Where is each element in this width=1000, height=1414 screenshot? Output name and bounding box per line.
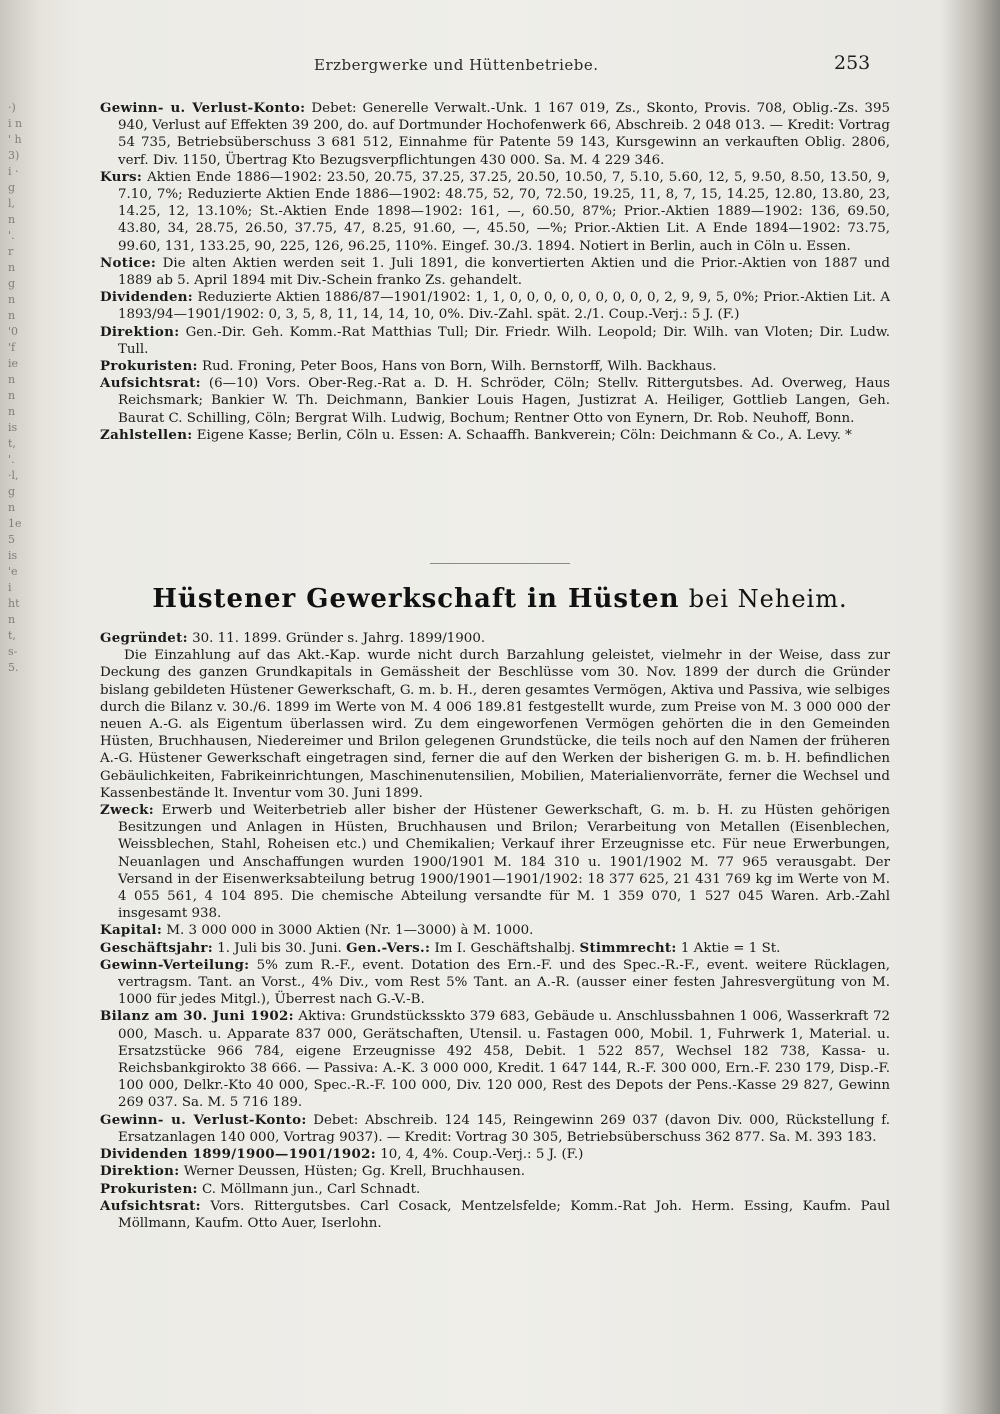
entry-label: Aufsichtsrat: (100, 1197, 201, 1214)
bleed-fragment: ·l, (8, 469, 19, 482)
bleed-fragment: is (8, 421, 18, 434)
bleed-fragment: r (8, 245, 14, 258)
left-margin-bleed (8, 100, 88, 1400)
bleed-fragment: i n (8, 117, 23, 130)
bleed-fragment: l, (8, 197, 16, 210)
entry-label: Gewinn- u. Verlust-Konto: (100, 100, 306, 116)
running-title: Erzbergwerke und Hüttenbetriebe. (314, 56, 599, 74)
entry-text: 5% zum R.-F., event. Dotation des Ern.-F. und des Spec.-R.-F., event. weitere Rücklagen, vertragsm. Tant. an Vorst., 4% Div., vom Rest 5% Tant. an A.-R. (ausser einer festen Jahresvergütung von M. 1000 für jedes Mitgl.), Überrest nach G.-V.-B. (118, 957, 890, 1008)
bleed-fragment: n (8, 389, 16, 402)
entry-text: Eigene Kasse; Berlin, Cöln u. Essen: A. Schaaffh. Bankverein; Cöln: Deichmann & Co., A. Levy. * (196, 427, 852, 443)
entry-label: Gewinn- u. Verlust-Konto: (100, 1111, 307, 1128)
entry-label: Dividenden 1899/1900—1901/1902: (100, 1146, 376, 1163)
bleed-fragment: s- (8, 645, 18, 658)
entry-text: Erwerb und Weiterbetrieb aller bisher der Hüstener Gewerkschaft, G. m. b. H. zu Hüsten gehörigen Besitzungen und Anlagen in Hüsten, Bruchhausen und Brilon; Verarbeitung von Metallen (Eisenblechen, Weissblechen, Stahl, Roheisen etc.) und Chemikalien; Verkauf ihrer Erzeugnisse etc. Für neue Erwerbungen, Neuanlagen und Anschaffungen wurden 1900/1901 M. 184 310 u. 1901/1902 M. 77 965 verausgabt. Der Versand in der Eisenwerksabteilung betrug 1900/1901—1901/1902: 18 377 625, 21 431 769 kg im Werte von M. 4 055 561, 4 104 895. Die chemische Abteilung versandte für M. 1 359 070, 1 527 045 Waren. Arb.-Zahl insgesamt 938. (118, 803, 890, 922)
bleed-fragment: 3) (8, 149, 20, 162)
entry-label: Gen.-Vers.: (346, 939, 431, 956)
bleed-fragment: 5 (8, 533, 15, 546)
bleed-fragment: i (8, 581, 12, 594)
entry-label: Kurs: (100, 168, 143, 185)
bleed-fragment: '0 (8, 325, 19, 338)
entry-bilanz (100, 1008, 890, 1111)
entry-text: Im I. Geschäftshalbj. (434, 940, 576, 956)
entry-label: Gewinn-Verteilung: (100, 956, 250, 973)
company-location: bei Neheim. (688, 585, 848, 613)
entry-text: M. 3 000 000 in 3000 Aktien (Nr. 1—3000) à M. 1000. (166, 923, 534, 939)
entry-label: Direktion: (100, 1163, 180, 1180)
bleed-fragment: n (8, 261, 16, 274)
entry-label: Prokuristen: (100, 1180, 198, 1197)
entry-label: Gegründet: (100, 630, 188, 646)
page-header (0, 48, 1000, 78)
entry-label: Notice: (100, 254, 157, 271)
entry-label: Dividenden: (100, 289, 194, 306)
entry-text: Rud. Froning, Peter Boos, Hans von Born, Wilh. Bernstorff, Wilh. Backhaus. (202, 359, 717, 375)
entry-label: Prokuristen: (100, 358, 198, 375)
bleed-fragment: n (8, 405, 16, 418)
entry-kapital (100, 922, 890, 939)
bleed-fragment: '. (8, 229, 15, 242)
bleed-fragment: g (8, 277, 16, 290)
entry-zweck (100, 802, 890, 922)
bleed-fragment: t, (8, 629, 16, 642)
bleed-fragment: n (8, 213, 16, 226)
page-number: 253 (834, 52, 871, 74)
entry-label: Aufsichtsrat: (100, 375, 201, 392)
section-divider (430, 563, 570, 564)
bleed-fragment: i · (8, 165, 19, 178)
entry-label: Geschäftsjahr: (100, 939, 213, 956)
entry-text: 30. 11. 1899. Gründer s. Jahrg. 1899/1900. (192, 631, 486, 646)
entry-einzahlung: Die Einzahlung auf das Akt.-Kap. wurde nicht durch Barzahlung geleistet, vielmehr in der Weise, dass zur Deckung des ganzen Grundkapitals in Gemässheit der Beschlüsse vom 30. Nov. 1899 der durch die Gründer bislang gebildeten Hüstener Gewerkschaft, G. m. b. H., deren gesamtes Vermögen, Aktiva und Passiva, wie selbiges durch die Bilanz v. 30./6. 1899 im Werte von M. 4 006 189.81 festgestellt wurde, zum Preise von M. 3 000 000 der neuen A.-G. als Eigentum überlassen wird. Zu dem eingeworfenen Vermögen gehörten die in den Gemeinden Hüsten, Bruchhausen, Niedereimer und Brilon gelegenen Grundstücke, die teils noch auf den Namen der früheren A.-G. Hüstener Gewerkschaft eingetragen sind, ferner die auf den Werken der bisherigen G. m. b. H. befindlichen Gebäulichkeiten, Fabrikeinrichtungen, Maschinenutensilien, Mobilien, Materialienvorräte, ferner die Wechsel und Kassenbestände lt. Inventur vom 30. Juni 1899. (100, 648, 890, 801)
entry-gewinn-verteilung (100, 957, 890, 1009)
entry-text: Debet: Generelle Verwalt.-Unk. 1 167 019, Zs., Skonto, Provis. 708, Oblig.-Zs. 395 940, Verlust auf Effekten 39 200, do. auf Dortmunder Hochofenwerk 66, Abschreib. 2 048 013. — Kredit: Vortrag 54 735, Betriebsüberschuss 3 681 512, Einnahme für Patente 59 143, Kursgewinn an verkauften Oblig. 2806, verf. Div. 1150, Übertrag Kto Bezugsverpflichtungen 430 000. Sa. M. 4 229 346. (118, 101, 890, 168)
bleed-fragment: 'e (8, 565, 18, 578)
bleed-fragment: ·) (8, 101, 16, 114)
entry-gewinn-verlust-2 (100, 1112, 890, 1146)
entry-text: Debet: Abschreib. 124 145, Reingewinn 269 037 (davon Div. 000, Rückstellung f. Ersatzanlagen 140 000, Vortrag 9037). — Kredit: Vortrag 30 305, Betriebsüberschuss 362 877. Sa. M. 393 183. (118, 1112, 891, 1145)
entry-direktion (100, 324, 890, 358)
entry-text: 1 Aktie = 1 St. (680, 940, 781, 956)
bleed-fragment: t, (8, 437, 16, 450)
entry-text: (6—10) Vors. Ober-Reg.-Rat a. D. H. Schröder, Cöln; Stellv. Rittergutsbes. Ad. Overweg, Haus Reichsmark; Bankier W. Th. Deichmann, Bankier Louis Hagen, Justizrat A. Heiliger, Gottlieb Langen, Geh. Baurat C. Schilling, Cöln; Bergrat Wilh. Ludwig, Bochum; Rentner Otto von Eynern, Dr. Rob. Neuhoff, Bonn. (118, 376, 890, 426)
bleed-fragment: n (8, 373, 16, 386)
entry-label: Direktion: (100, 323, 180, 340)
bleed-fragment: g (8, 485, 16, 498)
bleed-fragment: 5. (8, 661, 19, 674)
entry-text: Die alten Aktien werden seit 1. Juli 1891, die konvertierten Aktien und die Prior.-Aktien von 1887 und 1889 ab 5. April 1894 mit Div.-Schein franko Zs. gehandelt. (118, 255, 890, 289)
bleed-fragment: ht (8, 597, 20, 610)
entry-aufsichtsrat-2 (100, 1198, 890, 1232)
entry-direktion-2 (100, 1163, 890, 1180)
entry-dividenden-2 (100, 1146, 890, 1163)
entry-prokuristen-2 (100, 1181, 890, 1198)
bleed-fragment: n (8, 309, 16, 322)
entry-text: C. Möllmann jun., Carl Schnadt. (202, 1181, 421, 1197)
company-name: Hüstener Gewerkschaft in Hüsten (152, 584, 680, 614)
entry-notice (100, 255, 890, 289)
company-section (100, 630, 890, 1232)
bleed-fragment: 'f (8, 341, 16, 354)
entry-aufsichtsrat (100, 375, 890, 427)
entry-prokuristen (100, 358, 890, 375)
entry-text: Vors. Rittergutsbes. Carl Cosack, Mentzelsfelde; Komm.-Rat Joh. Herm. Essing, Kaufm. Paul Möllmann, Kaufm. Otto Auer, Iserlohn. (118, 1198, 890, 1231)
entry-text: 1. Juli bis 30. Juni. (217, 940, 342, 956)
entry-text: Aktien Ende 1886—1902: 23.50, 20.75, 37.25, 37.25, 20.50, 10.50, 7, 5.10, 5.60, 12, 5, 9.50, 8.50, 13.50, 9, 7.10, 7%; Reduzierte Aktien Ende 1886—1902: 48.75, 52, 70, 72.50, 19.25, 11, 8, 7, 15, 14.25, 12.80, 13.80, 23, 14.25, 12, 13.10%; St.-Aktien Ende 1898—1902: 161, —, 60.50, 87%; Prior.-Aktien 1889—1902: 136, 69.50, 43.80, 34, 28.75, 26.50, 37.75, 47, 8.25, 91.60, —, 45.50, —%; Prior.-Aktien Lit. A Ende 1894—1902: 73.75, 99.60, 131, 133.25, 90, 225, 126, 96.25, 110%. Eingef. 30./3. 1894. Notiert in Berlin, auch in Cöln u. Essen. (118, 169, 890, 254)
bleed-fragment: n (8, 293, 16, 306)
entry-gewinn-verlust (100, 100, 890, 169)
entry-label: Kapital: (100, 922, 163, 939)
company-title (0, 584, 1000, 614)
bleed-fragment: n (8, 501, 16, 514)
bleed-fragment: ie (8, 357, 19, 370)
bleed-fragment: '. (8, 453, 15, 466)
entry-label: Stimmrecht: (579, 939, 677, 956)
entry-text: Werner Deussen, Hüsten; Gg. Krell, Bruchhausen. (183, 1164, 525, 1180)
bleed-fragment: is (8, 549, 18, 562)
entry-kurs (100, 169, 890, 255)
bleed-fragment: g (8, 181, 16, 194)
entry-text: Gen.-Dir. Geh. Komm.-Rat Matthias Tull; Dir. Friedr. Wilh. Leopold; Dir. Wilh. van Vloten; Dir. Ludw. Tull. (118, 324, 890, 357)
entry-zahlstellen (100, 427, 890, 444)
previous-company-section (100, 100, 890, 444)
bleed-fragment: ' h (8, 133, 22, 146)
entry-label: Zweck: (100, 802, 154, 819)
entry-dividenden (100, 289, 890, 323)
entry-label: Bilanz am 30. Juni 1902: (100, 1008, 294, 1025)
entry-text: Reduzierte Aktien 1886/87—1901/1902: 1, 1, 0, 0, 0, 0, 0, 0, 0, 0, 0, 2, 9, 9, 5, 0%; Prior.-Aktien Lit. A 1893/94—1901/1902: 0, 3, 5, 8, 11, 14, 14, 10, 0%. Div.-Zahl. spät. 2./1. Coup.-Verj.: 5 J. (F.) (118, 290, 890, 323)
entry-text: 10, 4, 4%. Coup.-Verj.: 5 J. (F.) (380, 1147, 584, 1163)
bleed-fragment: n (8, 613, 16, 626)
entry-label: Zahlstellen: (100, 426, 193, 443)
bleed-fragment: 1e (8, 517, 22, 530)
entry-geschaeftsjahr (100, 940, 890, 957)
entry-text: Aktiva: Grundstücksskto 379 683, Gebäude u. Anschlussbahnen 1 006, Wasserkraft 72 000, Masch. u. Apparate 837 000, Gerätschaften, Utensil. u. Fastagen 000, Mobil. 1, Fuhrwerk 1, Material. u. Ersatzstücke 966 784, eigene Erzeugnisse 492 458, Debit. 1 522 857, Wechsel 182 738, Kassa- u. Reichsbankgirokto 38 666. — Passiva: A.-K. 3 000 000, Kredit. 1 647 144, R.-F. 300 000, Ern.-F. 230 179, Disp.-F. 100 000, Delkr.-Kto 40 000, Spec.-R.-F. 100 000, Div. 120 000, Rest des Depots der Pens.-Kasse 29 827, Gewinn 269 037. Sa. M. 5 716 189. (118, 1009, 890, 1111)
entry-gegruendet (100, 630, 890, 647)
